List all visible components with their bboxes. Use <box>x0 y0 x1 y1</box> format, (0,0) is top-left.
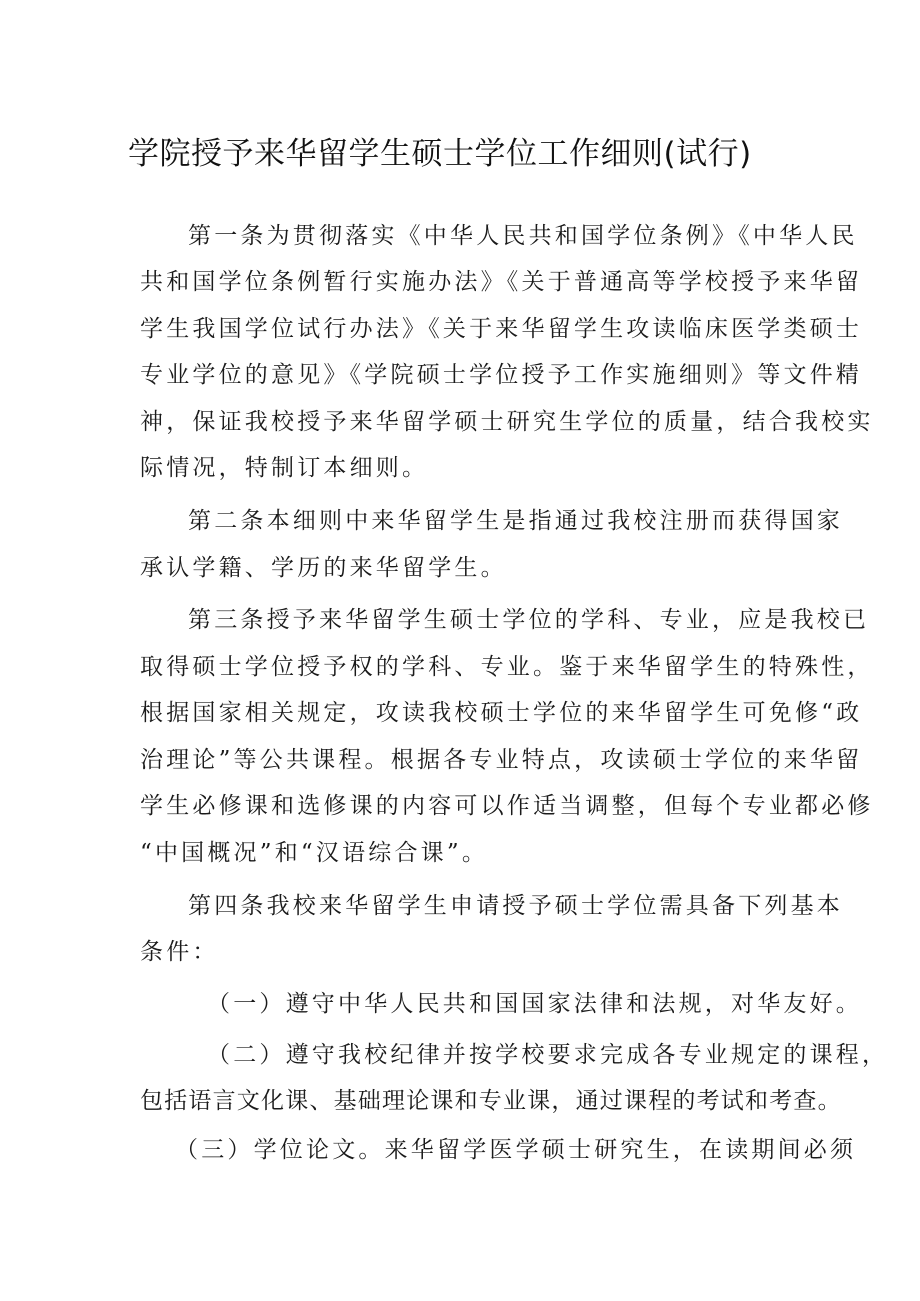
clause-2-line-2: 包括语言文化课、基础理论课和专业课，通过课程的考试和考查。 <box>140 1088 842 1114</box>
article-4-line-2: 条件： <box>140 939 219 965</box>
article-1-line-3: 学生我国学位试行办法》《关于来华留学生攻读临床医学类硕士 <box>140 316 863 342</box>
clause-2-line-1: （二）遵守我校纪律并按学校要求完成各专业规定的课程， <box>207 1042 889 1068</box>
article-1-line-4: 专业学位的意见》《学院硕士学位授予工作实施细则》等文件精 <box>140 362 863 388</box>
article-1-line-5: 神，保证我校授予来华留学硕士研究生学位的质量，结合我校实 <box>140 409 874 435</box>
article-2-line-1: 第二条本细则中来华留学生是指通过我校注册而获得国家 <box>188 508 843 534</box>
article-1-line-2: 共和国学位条例暂行实施办法》《关于普通高等学校授予来华留 <box>140 269 863 295</box>
article-3-line-4: 治理论”等公共课程。根据各专业特点，攻读硕士学位的来华留 <box>140 747 863 773</box>
clause-3-line-1: （三）学位论文。来华留学医学硕士研究生，在读期间必须 <box>175 1137 857 1163</box>
article-2-line-2: 承认学籍、学历的来华留学生。 <box>140 555 507 581</box>
article-3-line-6: “中国概况”和“汉语综合课”。 <box>140 840 489 866</box>
article-1-line-1: 第一条为贯彻落实《中华人民共和国学位条例》《中华人民 <box>188 223 858 249</box>
article-3-line-3: 根据国家相关规定，攻读我校硕士学位的来华留学生可免修“政 <box>140 700 863 726</box>
clause-1: （一）遵守中华人民共和国国家法律和法规，对华友好。 <box>207 991 862 1017</box>
article-3-line-1: 第三条授予来华留学生硕士学位的学科、专业，应是我校已 <box>188 607 870 633</box>
article-4-line-1: 第四条我校来华留学生申请授予硕士学位需具备下列基本 <box>188 893 843 919</box>
article-3-line-5: 学生必修课和选修课的内容可以作适当调整，但每个专业都必修 <box>140 793 874 819</box>
document-title: 学院授予来华留学生硕士学位工作细则(试行) <box>128 136 752 172</box>
article-3-line-2: 取得硕士学位授予权的学科、专业。鉴于来华留学生的特殊性， <box>140 654 874 680</box>
article-1-line-6: 际情况，特制订本细则。 <box>140 455 429 481</box>
